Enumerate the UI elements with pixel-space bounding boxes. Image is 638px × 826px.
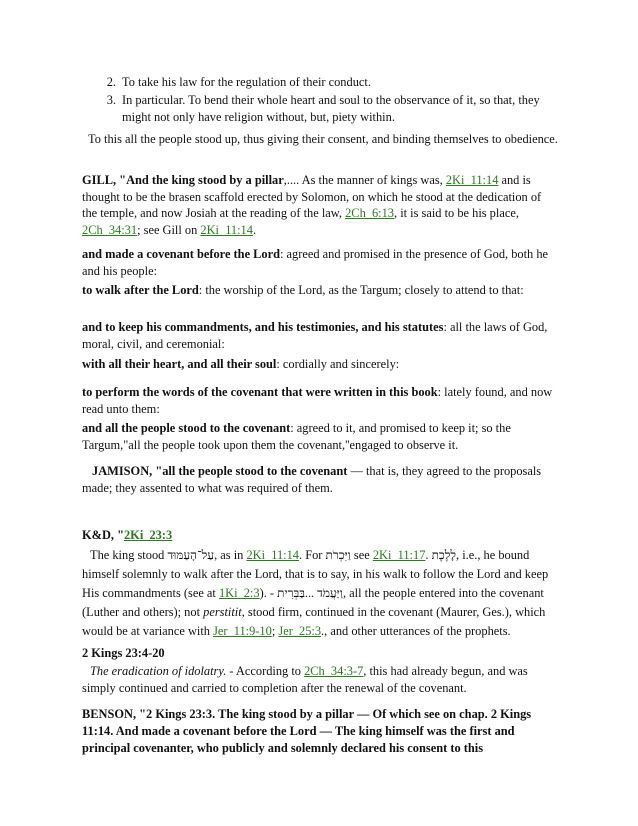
- kd-text: , i.e., he bound himself solemnly to walk after the Lord, that is to say, in his walk to follow the Lord and keep His commandments (see at: [82, 548, 549, 600]
- section-heading: [82, 645, 558, 662]
- gill-text: and is thought to be the brasen scaffold erected by Solomon, on which he stood at the dedication of the temple, and now Josiah at the reading of the law,: [82, 173, 542, 221]
- commentary-entry: [82, 246, 558, 279]
- section-text: - According to: [226, 664, 305, 678]
- entry-lead: and all the people stood to the covenant: [82, 421, 291, 435]
- entry-lead: with all their heart, and all their soul: [82, 357, 277, 371]
- kd-text: The king stood: [90, 548, 168, 562]
- kd-text: see: [350, 548, 373, 562]
- scripture-link[interactable]: 2Ki_11:17: [372, 548, 426, 562]
- hebrew-text: וַיִּכְרֹת: [325, 548, 351, 562]
- gill-lead: GILL, "And the king stood by a pillar: [82, 173, 284, 187]
- kd-text: ). -: [259, 586, 278, 600]
- entry-lead: and to keep his commandments, and his testimonies, and his statutes: [82, 320, 444, 334]
- gill-text: ; see Gill on: [137, 222, 201, 237]
- scripture-link[interactable]: 2Ki_11:14: [246, 548, 299, 562]
- entry-text: : agreed to it, and promised to keep it; so the Targum,"all the people took upon them the covenant,''engaged to observe it.: [82, 421, 511, 452]
- jamison-paragraph: [82, 463, 558, 496]
- entry-lead: and made a covenant before the Lord: [82, 247, 281, 261]
- hebrew-text: עַל־הָעַמּוּד: [167, 548, 215, 562]
- hebrew-text: וַיַּעֲמֹד ...בַּבְּרִית: [277, 586, 343, 600]
- kd-text: , as in: [214, 548, 247, 562]
- scripture-link[interactable]: 2Ch_6:13: [345, 206, 394, 221]
- commentary-entry: [82, 384, 558, 417]
- scripture-link[interactable]: Jer_25:3: [278, 624, 322, 638]
- list-number: 3.: [106, 93, 116, 107]
- scripture-link[interactable]: 2Ch_34:31: [82, 222, 138, 237]
- kd-heading-text: K&D, ": [82, 528, 124, 542]
- section-italic: The eradication of idolatry.: [90, 664, 227, 678]
- entry-text: : all the laws of God, moral, civil, and ceremonial:: [82, 320, 548, 351]
- kd-text: . For: [299, 548, 326, 562]
- scripture-link[interactable]: 2Ki_11:14: [445, 173, 499, 187]
- kd-text: .: [425, 548, 432, 562]
- gill-paragraph: [82, 172, 558, 238]
- benson-text: BENSON, "2 Kings 23:3. The king stood by a pillar — Of which see on chap. 2 Kings 11:14. And made a covenant before the Lord — The king himself was the first and principal covenanter, who publicly and solemnly declared his consent to this: [82, 707, 532, 755]
- scripture-link[interactable]: 2Ki_23:3: [123, 528, 173, 542]
- entry-lead: to perform the words of the covenant that were written in this book: [82, 385, 438, 399]
- list-number: 2.: [106, 75, 116, 89]
- gill-text: , it is said to be his place,: [394, 206, 519, 221]
- commentary-entry: [82, 420, 558, 453]
- entry-text: : lately found, and now read unto them:: [82, 385, 553, 416]
- intro-text: To this all the people stood up, thus giving their consent, and binding themselves to obedience.: [88, 132, 558, 146]
- hebrew-text: לָלֶכֶת: [431, 548, 457, 562]
- intro-paragraph: [82, 131, 558, 148]
- kd-text: ;: [271, 624, 279, 638]
- entry-text: : agreed and promised in the presence of God, both he and his people:: [82, 247, 549, 278]
- benson-paragraph: [82, 706, 558, 757]
- commentary-entry: [82, 319, 558, 352]
- kd-paragraph: [82, 546, 558, 641]
- entry-text: : the worship of the Lord, as the Targum; closely to attend to that:: [198, 283, 524, 297]
- scripture-link[interactable]: 2Ch_34:3-7: [304, 664, 364, 678]
- section-text: , this had already begun, and was simply continued and carried to completion after the renewal of the covenant.: [82, 664, 528, 695]
- scripture-link[interactable]: 1Ki_2:3: [218, 586, 260, 600]
- list-text: In particular. To bend their whole heart and soul to the observance of it, so that, they might not only have religion without, but, piety within.: [122, 93, 540, 124]
- list-text: To take his law for the regulation of their conduct.: [122, 75, 371, 89]
- section-paragraph: [82, 663, 558, 696]
- commentary-entry: [82, 356, 558, 373]
- kd-text: ., and other utterances of the prophets.: [321, 624, 511, 638]
- gill-text: ,.... As the manner of kings was,: [283, 173, 446, 187]
- jamison-lead: JAMISON, "all the people stood to the covenant: [92, 464, 348, 478]
- kd-heading: [82, 527, 558, 544]
- commentary-entry: [82, 282, 558, 299]
- scripture-link[interactable]: Jer_11:9-10: [213, 624, 272, 638]
- entry-lead: to walk after the Lord: [82, 283, 199, 297]
- kd-text: , stood firm, continued in the covenant (Maurer, Ges.), which would be at variance with: [82, 605, 546, 638]
- jamison-text: — that is, they agreed to the proposals made; they assented to what was required of them.: [82, 464, 542, 495]
- gill-text: .: [252, 222, 257, 237]
- kd-text: , all the people entered into the covenant (Luther and others); not: [82, 586, 544, 619]
- entry-text: : cordially and sincerely:: [276, 357, 400, 371]
- latin-term: perstitit: [203, 605, 242, 619]
- section-heading-text: 2 Kings 23:4-20: [82, 646, 165, 660]
- scripture-link[interactable]: 2Ki_11:14: [200, 222, 253, 237]
